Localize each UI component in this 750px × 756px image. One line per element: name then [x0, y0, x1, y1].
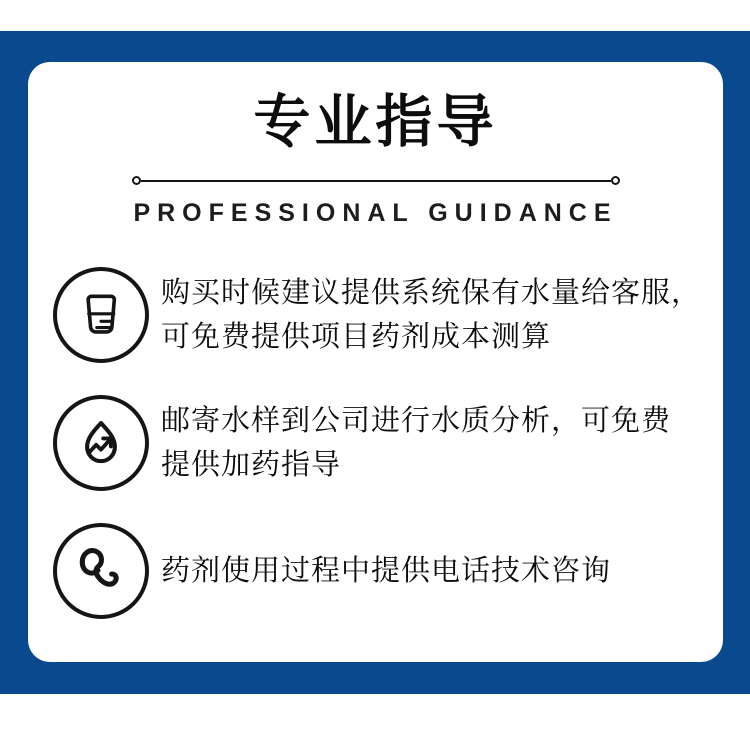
- guidance-item-list: [28, 267, 723, 619]
- item-text: [161, 271, 701, 359]
- divider-end-dot-right: [611, 176, 620, 185]
- guidance-item-water-analysis: [53, 395, 723, 491]
- item-text-line: 可免费提供项目药剂成本测算: [161, 321, 552, 353]
- divider-end-dot-left: [132, 176, 141, 185]
- item-text: [161, 549, 611, 593]
- item-text-line: 购买时候建议提供系统保有水量给客服，: [161, 277, 702, 309]
- page-subtitle: PROFESSIONAL GUIDANCE: [133, 199, 618, 227]
- guidance-item-phone-support: [53, 523, 723, 619]
- item-text-line: 药剂使用过程中提供电话技术咨询: [161, 555, 612, 587]
- item-text: [161, 399, 671, 487]
- water-drop-trend-icon: [53, 395, 149, 491]
- phone-handset-icon: [53, 523, 149, 619]
- page-title: 专业指导: [253, 90, 498, 154]
- water-glass-icon: [53, 267, 149, 363]
- guidance-item-cost-estimate: [53, 267, 723, 363]
- item-text-line: 邮寄水样到公司进行水质分析，可免费: [161, 405, 672, 437]
- title-divider: [132, 176, 620, 185]
- guidance-card: [28, 62, 723, 662]
- divider-line: [141, 180, 611, 182]
- item-text-line: 提供加药指导: [161, 449, 342, 481]
